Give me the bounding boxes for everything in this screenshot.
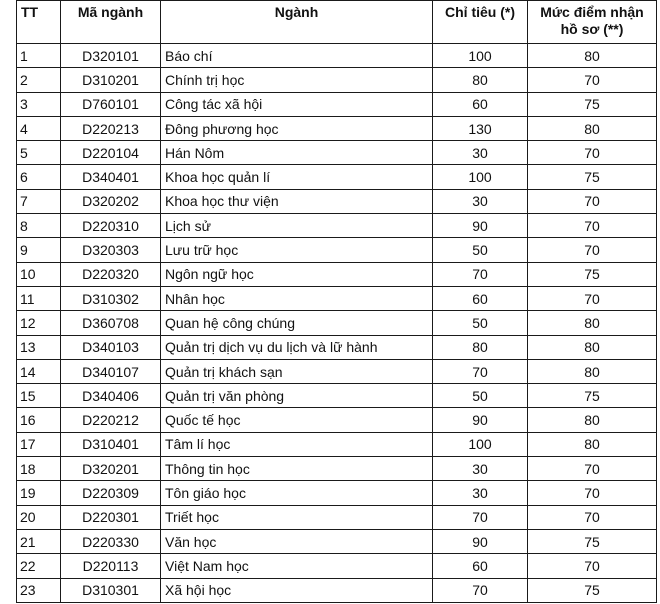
cell-ma-nganh: D360708	[61, 311, 161, 335]
cell-ma-nganh: D220310	[61, 214, 161, 238]
table-row	[17, 578, 657, 602]
cell-ma-nganh: D220301	[61, 505, 161, 529]
table-row	[17, 165, 657, 189]
cell-nganh: Quan hệ công chúng	[161, 311, 433, 335]
cell-nganh: Tâm lí học	[161, 432, 433, 456]
cell-ma-nganh: D340107	[61, 359, 161, 383]
cell-chi-tieu: 100	[433, 165, 528, 189]
header-row	[17, 1, 657, 44]
cell-nganh: Chính trị học	[161, 68, 433, 92]
table-row	[17, 505, 657, 529]
table-row	[17, 141, 657, 165]
cell-chi-tieu: 50	[433, 311, 528, 335]
cell-nganh: Ngôn ngữ học	[161, 262, 433, 286]
cell-tt: 12	[17, 311, 61, 335]
cell-chi-tieu: 50	[433, 384, 528, 408]
cell-ma-nganh: D320202	[61, 189, 161, 213]
cell-chi-tieu: 70	[433, 359, 528, 383]
cell-muc-diem: 80	[528, 44, 657, 68]
cell-ma-nganh: D220113	[61, 554, 161, 578]
cell-muc-diem: 70	[528, 189, 657, 213]
table-row	[17, 335, 657, 359]
cell-nganh: Triết học	[161, 505, 433, 529]
cell-tt: 13	[17, 335, 61, 359]
cell-tt: 10	[17, 262, 61, 286]
cell-muc-diem: 75	[528, 262, 657, 286]
cell-chi-tieu: 70	[433, 578, 528, 602]
cell-tt: 6	[17, 165, 61, 189]
cell-tt: 18	[17, 457, 61, 481]
header-tt: TT	[17, 1, 61, 44]
cell-chi-tieu: 90	[433, 408, 528, 432]
cell-tt: 1	[17, 44, 61, 68]
cell-muc-diem: 70	[528, 238, 657, 262]
cell-tt: 14	[17, 359, 61, 383]
table-row	[17, 529, 657, 553]
cell-tt: 16	[17, 408, 61, 432]
cell-nganh: Xã hội học	[161, 578, 433, 602]
table-row	[17, 359, 657, 383]
cell-chi-tieu: 70	[433, 505, 528, 529]
cell-muc-diem: 80	[528, 432, 657, 456]
cell-tt: 3	[17, 92, 61, 116]
cell-nganh: Lưu trữ học	[161, 238, 433, 262]
table-row	[17, 68, 657, 92]
cell-ma-nganh: D220330	[61, 529, 161, 553]
cell-ma-nganh: D340401	[61, 165, 161, 189]
table-row	[17, 384, 657, 408]
cell-muc-diem: 70	[528, 457, 657, 481]
cell-tt: 20	[17, 505, 61, 529]
cell-muc-diem: 70	[528, 286, 657, 310]
cell-muc-diem: 70	[528, 554, 657, 578]
cell-tt: 5	[17, 141, 61, 165]
cell-ma-nganh: D310401	[61, 432, 161, 456]
cell-ma-nganh: D220320	[61, 262, 161, 286]
admissions-table-container	[16, 0, 656, 603]
table-header	[17, 1, 657, 44]
cell-ma-nganh: D320303	[61, 238, 161, 262]
cell-ma-nganh: D310302	[61, 286, 161, 310]
header-nganh: Ngành	[161, 1, 433, 44]
cell-ma-nganh: D220213	[61, 116, 161, 140]
cell-chi-tieu: 60	[433, 286, 528, 310]
cell-ma-nganh: D310201	[61, 68, 161, 92]
cell-chi-tieu: 100	[433, 44, 528, 68]
cell-muc-diem: 70	[528, 68, 657, 92]
table-row	[17, 214, 657, 238]
table-row	[17, 311, 657, 335]
cell-muc-diem: 80	[528, 311, 657, 335]
cell-ma-nganh: D220212	[61, 408, 161, 432]
cell-tt: 8	[17, 214, 61, 238]
cell-nganh: Hán Nôm	[161, 141, 433, 165]
cell-chi-tieu: 30	[433, 481, 528, 505]
cell-chi-tieu: 130	[433, 116, 528, 140]
cell-tt: 22	[17, 554, 61, 578]
cell-tt: 2	[17, 68, 61, 92]
table-row	[17, 408, 657, 432]
cell-nganh: Quản trị dịch vụ du lịch và lữ hành	[161, 335, 433, 359]
cell-muc-diem: 75	[528, 92, 657, 116]
cell-tt: 9	[17, 238, 61, 262]
cell-tt: 11	[17, 286, 61, 310]
cell-chi-tieu: 70	[433, 262, 528, 286]
cell-chi-tieu: 90	[433, 529, 528, 553]
cell-chi-tieu: 60	[433, 554, 528, 578]
table-row	[17, 432, 657, 456]
header-chi-tieu: Chỉ tiêu (*)	[433, 1, 528, 44]
cell-tt: 15	[17, 384, 61, 408]
cell-muc-diem: 75	[528, 529, 657, 553]
cell-ma-nganh: D320201	[61, 457, 161, 481]
cell-chi-tieu: 60	[433, 92, 528, 116]
cell-chi-tieu: 100	[433, 432, 528, 456]
cell-ma-nganh: D220309	[61, 481, 161, 505]
cell-muc-diem: 70	[528, 481, 657, 505]
table-body	[17, 44, 657, 603]
cell-chi-tieu: 30	[433, 189, 528, 213]
cell-tt: 7	[17, 189, 61, 213]
cell-chi-tieu: 50	[433, 238, 528, 262]
cell-nganh: Quản trị khách sạn	[161, 359, 433, 383]
cell-muc-diem: 75	[528, 578, 657, 602]
table-row	[17, 238, 657, 262]
cell-nganh: Đông phương học	[161, 116, 433, 140]
table-row	[17, 44, 657, 68]
table-row	[17, 116, 657, 140]
cell-nganh: Việt Nam học	[161, 554, 433, 578]
cell-muc-diem: 70	[528, 214, 657, 238]
cell-muc-diem: 80	[528, 335, 657, 359]
cell-ma-nganh: D310301	[61, 578, 161, 602]
cell-nganh: Lịch sử	[161, 214, 433, 238]
table-row	[17, 189, 657, 213]
table-row	[17, 286, 657, 310]
cell-muc-diem: 80	[528, 359, 657, 383]
table-row	[17, 457, 657, 481]
cell-muc-diem: 75	[528, 384, 657, 408]
cell-muc-diem: 80	[528, 408, 657, 432]
cell-chi-tieu: 90	[433, 214, 528, 238]
cell-ma-nganh: D320101	[61, 44, 161, 68]
cell-muc-diem: 75	[528, 165, 657, 189]
cell-nganh: Khoa học quản lí	[161, 165, 433, 189]
cell-nganh: Thông tin học	[161, 457, 433, 481]
header-muc-diem-line2: hồ sơ (**)	[560, 21, 624, 37]
header-muc-diem	[528, 1, 657, 44]
cell-muc-diem: 70	[528, 505, 657, 529]
cell-ma-nganh: D220104	[61, 141, 161, 165]
cell-nganh: Nhân học	[161, 286, 433, 310]
cell-chi-tieu: 80	[433, 335, 528, 359]
cell-tt: 19	[17, 481, 61, 505]
header-ma-nganh: Mã ngành	[61, 1, 161, 44]
cell-chi-tieu: 30	[433, 457, 528, 481]
cell-ma-nganh: D340103	[61, 335, 161, 359]
header-muc-diem-line1: Mức điểm nhận	[540, 4, 644, 20]
table-row	[17, 481, 657, 505]
cell-nganh: Quốc tế học	[161, 408, 433, 432]
cell-ma-nganh: D760101	[61, 92, 161, 116]
admissions-table	[16, 0, 657, 603]
cell-nganh: Công tác xã hội	[161, 92, 433, 116]
cell-chi-tieu: 30	[433, 141, 528, 165]
cell-nganh: Tôn giáo học	[161, 481, 433, 505]
cell-ma-nganh: D340406	[61, 384, 161, 408]
cell-nganh: Văn học	[161, 529, 433, 553]
table-row	[17, 554, 657, 578]
cell-tt: 23	[17, 578, 61, 602]
cell-muc-diem: 80	[528, 116, 657, 140]
cell-muc-diem: 70	[528, 141, 657, 165]
cell-tt: 4	[17, 116, 61, 140]
cell-tt: 21	[17, 529, 61, 553]
cell-nganh: Báo chí	[161, 44, 433, 68]
cell-tt: 17	[17, 432, 61, 456]
table-row	[17, 262, 657, 286]
table-row	[17, 92, 657, 116]
cell-nganh: Quản trị văn phòng	[161, 384, 433, 408]
cell-nganh: Khoa học thư viện	[161, 189, 433, 213]
cell-chi-tieu: 80	[433, 68, 528, 92]
